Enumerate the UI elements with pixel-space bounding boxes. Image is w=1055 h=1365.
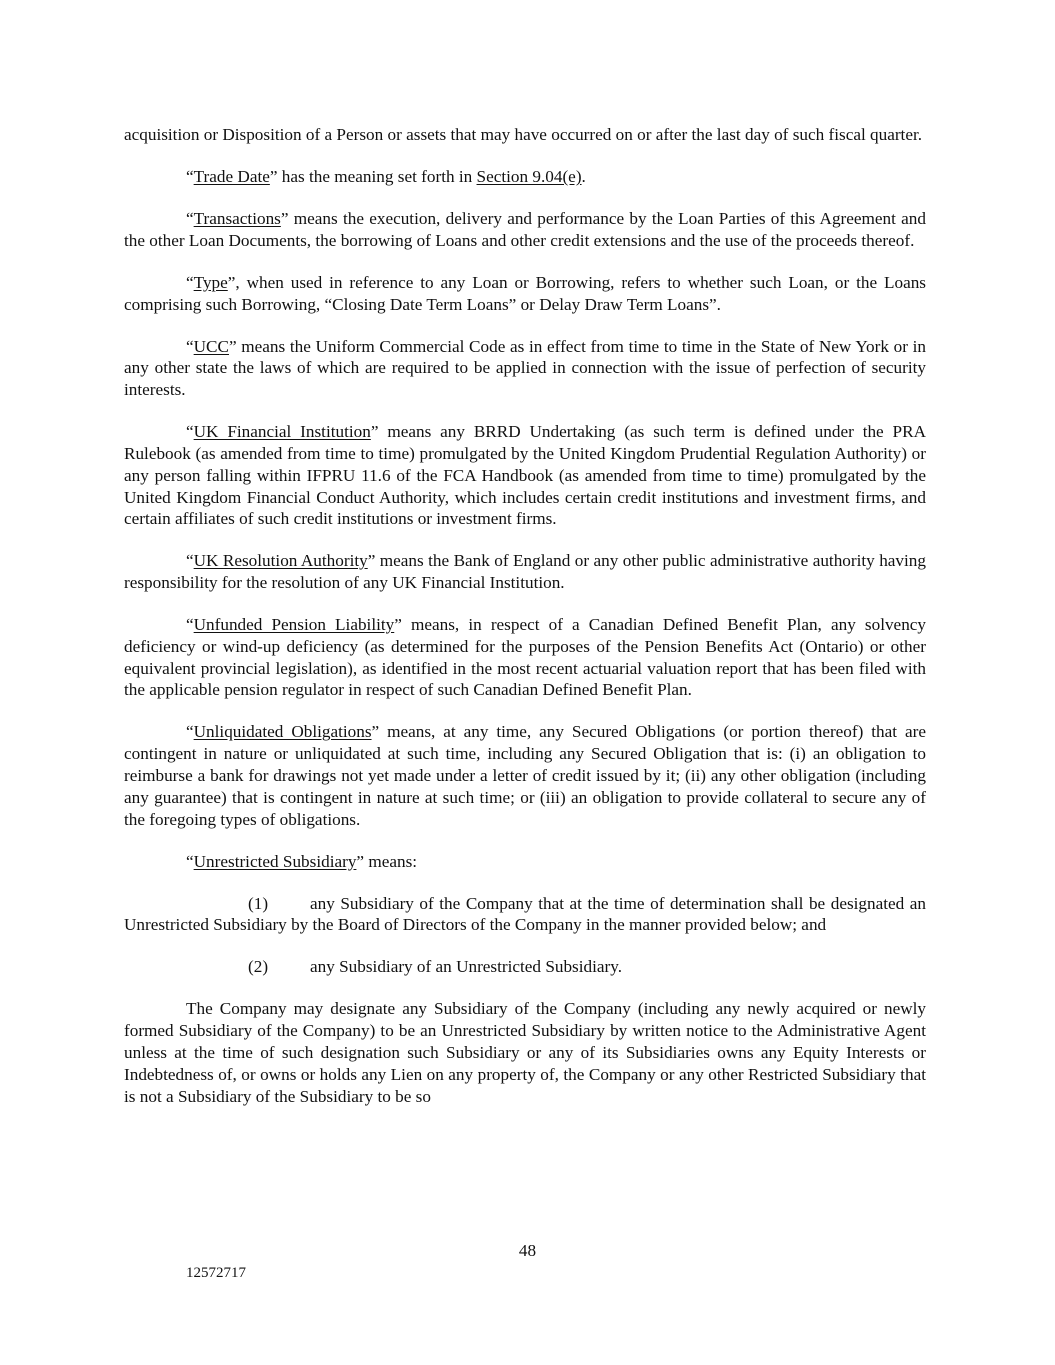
definition-uk-financial-institution: “UK Financial Institution” means any BRRD Undertaking (as such term is defined under the PRA Rulebook (as amended from time to time) promulgated by the United Kingdom Prudential Regulation Authority) or any person falling within IFPRU 11.6 of the FCA Handbook (as amended from time to time) promulgated by the United Kingdom Financial Conduct Authority, which includes certain credit institutions and investment firms, and certain affiliates of such credit institutions or investment firms.	[124, 422, 926, 529]
section-reference-link[interactable]: Section 9.04(e)	[476, 166, 582, 186]
definition-unliquidated-obligations: “Unliquidated Obligations” means, at any time, any Secured Obligations (or portion thereof) that are contingent in nature or unliquidated at such time, including any Secured Obligation that is: (i) an obligation to reimburse a bank for drawings not yet made under a letter of credit issued by it; (ii) any other obligation (including any guarantee) that is contingent in nature at such time; or (iii) an obligation to provide collateral to secure any of the foregoing types of obligations.	[124, 722, 926, 829]
page-number: 48	[518, 1241, 537, 1260]
defined-term: UCC	[193, 336, 229, 356]
definition-unfunded-pension-liability: “Unfunded Pension Liability” means, in respect of a Canadian Defined Benefit Plan, any solvency deficiency or wind-up deficiency (as determined for the purposes of the Pension Benefits Act (Ontario) or other equivalent provincial legislation), as identified in the most recent actuarial valuation report that has been filed with the applicable pension regulator in respect of such Canadian Defined Benefit Plan.	[124, 615, 927, 700]
defined-term: Trade Date	[193, 166, 270, 186]
paragraph-continuation: acquisition or Disposition of a Person or assets that may have occurred on or after the last day of such fiscal quarter.	[124, 125, 923, 144]
defined-term: UK Financial Institution	[193, 422, 371, 442]
defined-term: Unrestricted Subsidiary	[193, 851, 357, 871]
list-number: (1)	[248, 893, 269, 913]
defined-term: Transactions	[193, 208, 281, 228]
defined-term: Type	[193, 272, 228, 292]
list-number: (2)	[248, 957, 269, 977]
definition-trade-date: “Trade Date” has the meaning set forth in Section 9.04(e).	[186, 166, 586, 186]
definition-ucc: “UCC” means the Uniform Commercial Code as in effect from time to time in the State of New York or in any other state the laws of which are required to be applied in connection with the issue of perfection of security interests.	[124, 336, 926, 400]
list-item-2: (2) any Subsidiary of an Unrestricted Subsidiary.	[248, 957, 623, 977]
paragraph-designation: The Company may designate any Subsidiary of the Company (including any newly acquired or newly formed Subsidiary of the Company) to be an Unrestricted Subsidiary by written notice to the Administrative Agent unless at the time of such designation such Subsidiary or any of its Subsidiaries owns any Equity Interests or Indebtedness of, or owns or holds any Lien on any property of, the Company or any other Restricted Subsidiary that is not a Subsidiary of the Subsidiary to be so	[124, 999, 926, 1106]
defined-term: Unliquidated Obligations	[193, 722, 372, 742]
definition-transactions: “Transactions” means the execution, delivery and performance by the Loan Parties of this Agreement and the other Loan Documents, the borrowing of Loans and other credit extensions and the use of the proceeds thereof.	[124, 208, 926, 250]
list-item-1: (1) any Subsidiary of the Company that at the time of determination shall be designated an Unrestricted Subsidiary by the Board of Directors of the Company in the manner provided below; and	[124, 893, 926, 935]
definition-uk-resolution-authority: “UK Resolution Authority” means the Bank of England or any other public administrative authority having responsibility for the resolution of any UK Financial Institution.	[124, 551, 926, 593]
defined-term: Unfunded Pension Liability	[193, 615, 395, 635]
definition-unrestricted-subsidiary: “Unrestricted Subsidiary” means:	[186, 851, 418, 871]
defined-term: UK Resolution Authority	[193, 551, 368, 571]
definition-type: “Type”, when used in reference to any Loan or Borrowing, refers to whether such Loan, or the Loans comprising such Borrowing, “Closing Date Term Loans” or Delay Draw Term Loans”.	[124, 272, 926, 314]
document-id: 12572717	[186, 1265, 246, 1281]
document-body	[124, 124, 926, 1128]
